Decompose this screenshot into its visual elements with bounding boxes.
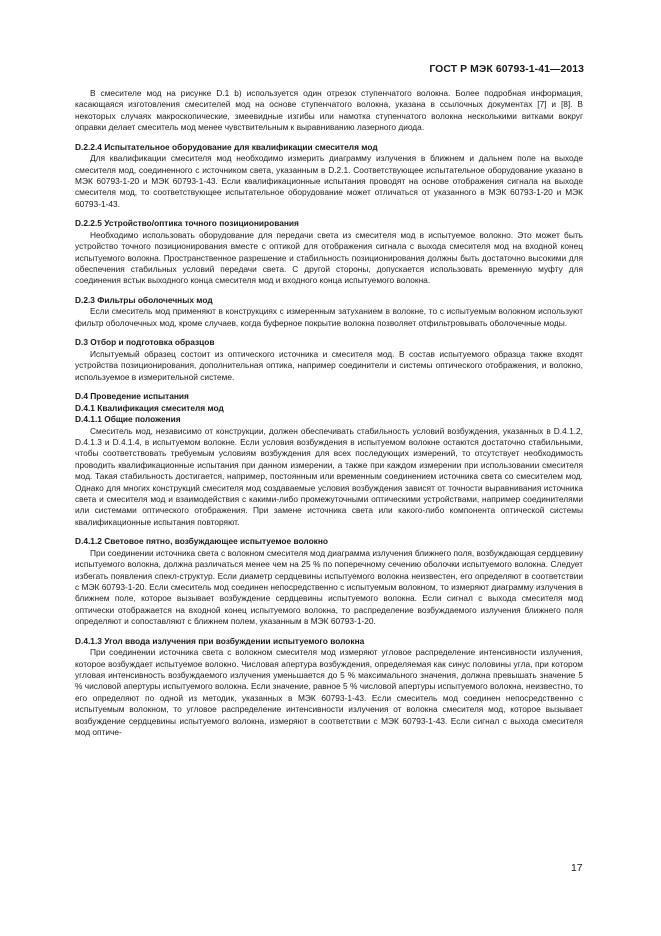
section-heading: D.3 Отбор и подготовка образцов xyxy=(75,337,215,348)
section-heading: D.4.1 Квалификация смесителя мод xyxy=(75,402,224,413)
section-heading: D.2.3 Фильтры оболочечных мод xyxy=(75,295,213,306)
paragraph: Для квалификации смесителя мод необходимо измерить диаграмму излучения в ближнем и дальнем поле на выходе смесителя мод, соединенного с источником света, указанным в D.2.1. Соответствующее испытательное оборудование указано в МЭК 60793-1-20 и МЭК 60793-1-43. Если квалификационные испытания проводят на основе отображения сигнала на выходе смесителя мод, то соответствующее испытательное оборудование может отличаться от указанного в МЭК 60793-1-20 и МЭК 60793-1-43. xyxy=(75,153,583,209)
standard-header: ГОСТ Р МЭК 60793-1-41—2013 xyxy=(429,64,584,75)
document-body xyxy=(75,88,583,738)
section-heading: D.4 Проведение испытания xyxy=(75,391,189,402)
paragraph: При соединении источника света с волокном смесителя мод диаграмма излучения ближнего поля, возбуждающая сердцевину испытуемого волокна, должна различаться менее чем на 25 % по поперечному сечению оболочки испытуемого волокна. Следует избегать появления спекл-структур. Если диаметр сердцевины испытуемого волокна неизвестен, его определяют в соответствии с МЭК 60793-1-20. Если смеситель мод соединен непосредственно с испытуемым волокном, то измеряют диаграмму излучения в ближнем поле, которое вызывает возбуждение сердцевины испытуемого волокна. Если сигнал с выхода смесителя мод оптически отображается на входной конец испытуемого волокна, то распределение возбуждаемого излучения ближнего поля определяют и сопоставляют с ближнем полем, указанным в МЭК 60793-1-20. xyxy=(75,547,583,627)
paragraph: Необходимо использовать оборудование для передачи света из смесителя мод в испытуемое волокно. Это может быть устройство точного позиционирования вместе с оптикой для отображения сигнала с выхода смесителя мод на входной конец испытуемого волокна. Пространственное разрешение и стабильность позиционирования должны быть достаточно высокими для обеспечения стабильных условий передачи света. С другой стороны, допускается использовать временную муфту для соединения встык выходного конца смесителя мод и входного конца испытуемого волокна. xyxy=(75,229,583,286)
paragraph: В смесителе мод на рисунке D.1 b) используется один отрезок ступенчатого волокна. Более подробная информация, касающаяся изготовления смесителей мод на основе ступенчатого волокна, указана в ссылочных документах [7] и [8]. В некоторых случаях макроскопические, змеевидные изгибы или намотка ступенчатого волокна несколькими витками вокруг оправки делает смеситель мод менее чувствительным к выравниванию лазерного диода. xyxy=(75,88,583,133)
paragraph: Если смеситель мод применяют в конструкциях с измеренным затуханием в волокне, то с испытуемым волокном используют фильтр оболочечных мод, кроме случаев, когда буферное покрытие волокна позволяет отфильтровывать оболочечные моды. xyxy=(75,306,583,328)
section-heading: D.2.2.4 Испытательное оборудование для квалификации смесителя мод xyxy=(75,141,378,152)
paragraph: Испытуемый образец состоит из оптического источника и смесителя мод. В состав испытуемого образца также входят устройства позиционирования, дополнительная оптика, например соединители и системы оптического отображения, и волокно, используемое в измерительной системе. xyxy=(75,348,583,382)
paragraph: Смеситель мод, независимо от конструкции, должен обеспечивать стабильность условий возбуждения, указанных в D.4.1.2, D.4.1.3 и D.4.1.4, в испытуемом волокне. Если условия возбуждения в испытуемом волокне остаются достаточно стабильными, чтобы соответствовать требуемым условиям возбуждения для всех последующих измерений, то отсутствует необходимость проводить квалификационные испытания при данном измерении, а также при каждом измерении при использовании смесителя мод. Такая стабильность достигается, например, постоянным или временным соединением источника света со смесителем мод. Однако для многих конструкций смесителя мод создаваемые условия возбуждения зависят от точности выравнивания источника света и смесителя мод и взаимодействия с какими-либо промежуточными оптическими устройствами, например соединителями или системами оптического отображения. При замене источника света или какого-либо компонента оптической системы квалификационные испытания повторяют. xyxy=(75,425,583,527)
page-number: 17 xyxy=(571,863,583,874)
section-heading: D.4.1.3 Угол ввода излучения при возбуждении испытуемого волокна xyxy=(75,635,365,646)
section-heading: D.4.1.2 Световое пятно, возбуждающее испытуемое волокно xyxy=(75,536,328,547)
paragraph: При соединении источника света с волокном смесителя мод измеряют угловое распределение интенсивности излучения, которое возбуждает испытуемое волокно. Числовая апертура возбуждения, определяемая как синус половины угла, при котором угловая интенсивность возбуждаемого излучения уменьшается до 5 % максимального значения, должна превышать значение 5 % числовой апертуры испытуемого волокна. Если значение, равное 5 % числовой апертуры испытуемого волокна, неизвестно, то его определяют по одной из методик, указанных в МЭК 60793-1-43. Если смеситель мод соединен непосредственно с испытуемым волокном, то угловое распределение интенсивности излучения от волокна смесителя мод, которое вызывает возбуждение сердцевины испытуемого волокна, измеряют в соответствии с МЭК 60793-1-43. Если сигнал с выхода смесителя мод оптиче- xyxy=(75,647,583,738)
section-heading: D.4.1.1 Общие положения xyxy=(75,414,181,425)
section-heading: D.2.2.5 Устройство/оптика точного позиционирования xyxy=(75,218,299,229)
